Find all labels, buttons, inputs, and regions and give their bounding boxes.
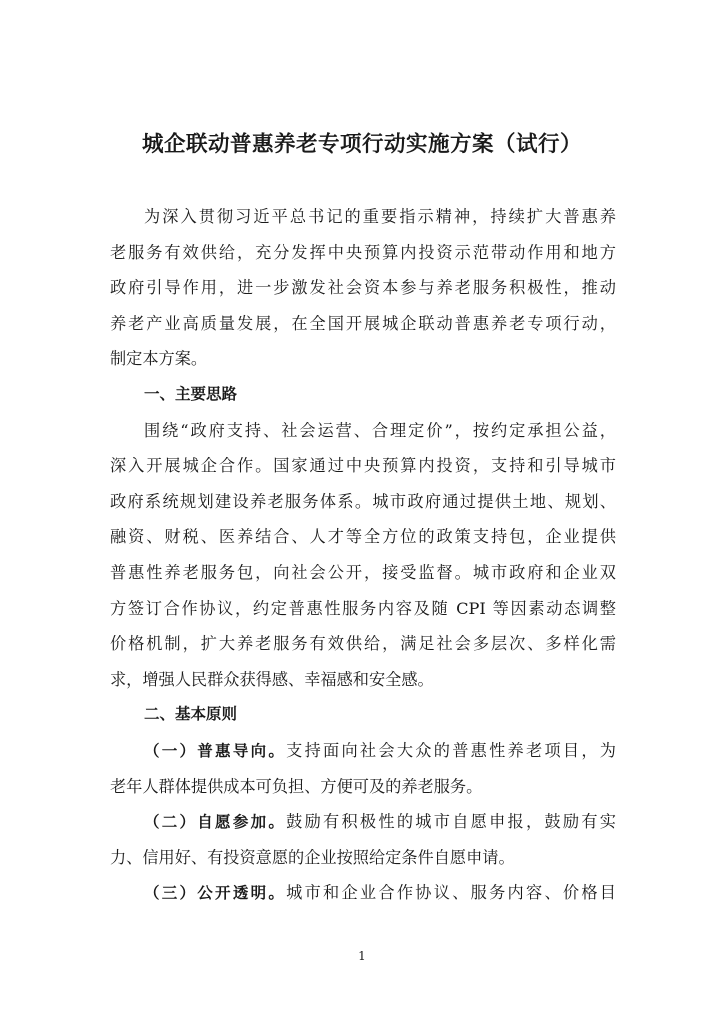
- document-title: 城企联动普惠养老专项行动实施方案（试行）: [141, 132, 582, 157]
- paragraph-line: 力、信用好、有投资意愿的企业按照给定条件自愿申请。: [110, 847, 515, 867]
- paragraph-line: 老年人群体提供成本可负担、方便可及的养老服务。: [110, 776, 483, 796]
- section-heading: 二、基本原则: [144, 705, 238, 724]
- paragraph-line: 养老产业高质量发展，在全国开展城企联动普惠养老专项行动，: [110, 313, 616, 333]
- paragraph-line: 政府系统规划建设养老服务体系。城市政府通过提供土地、规划、: [110, 491, 616, 511]
- paragraph-line: 深入开展城企合作。国家通过中央预算内投资，支持和引导城市: [110, 456, 616, 476]
- page-number: 1: [358, 949, 366, 963]
- paragraph-line: 为深入贯彻习近平总书记的重要指示精神，持续扩大普惠养: [144, 207, 616, 226]
- principle-line: [110, 733, 616, 769]
- principle-line: [110, 804, 616, 840]
- paragraph-line: 老服务有效供给，充分发挥中央预算内投资示范带动作用和地方: [110, 242, 616, 262]
- paragraph-line: 方签订合作协议，约定普惠性服务内容及随 CPI 等因素动态调整: [110, 598, 616, 618]
- principle-label: （二）自愿参加。: [144, 813, 287, 832]
- document-body: [110, 199, 616, 911]
- principle-line: [110, 875, 616, 911]
- paragraph-line: 围绕“政府支持、社会运营、合理定价”，按约定承担公益，: [144, 420, 616, 440]
- paragraph-line: 政府引导作用，进一步激发社会资本参与养老服务积极性，推动: [110, 278, 616, 298]
- paragraph-line: 普惠性养老服务包，向社会公开，接受监督。城市政府和企业双: [110, 562, 616, 582]
- paragraph-line: 融资、财税、医养结合、人才等全方位的政策支持包，企业提供: [110, 527, 616, 547]
- principle-text: 城市和企业合作协议、服务内容、价格目: [286, 883, 616, 903]
- section-heading: 一、主要思路: [144, 384, 238, 403]
- paragraph-line: 求，增强人民群众获得感、幸福感和安全感。: [110, 669, 434, 689]
- paragraph-line: 价格机制，扩大养老服务有效供给，满足社会多层次、多样化需: [110, 634, 616, 654]
- principle-text: 鼓励有积极性的城市自愿申报，鼓励有实: [286, 812, 616, 832]
- principle-label: （三）公开透明。: [144, 884, 287, 903]
- principle-label: （一）普惠导向。: [144, 741, 287, 760]
- principle-text: 支持面向社会大众的普惠性养老项目，为: [286, 740, 616, 760]
- paragraph-line: 制定本方案。: [110, 349, 208, 369]
